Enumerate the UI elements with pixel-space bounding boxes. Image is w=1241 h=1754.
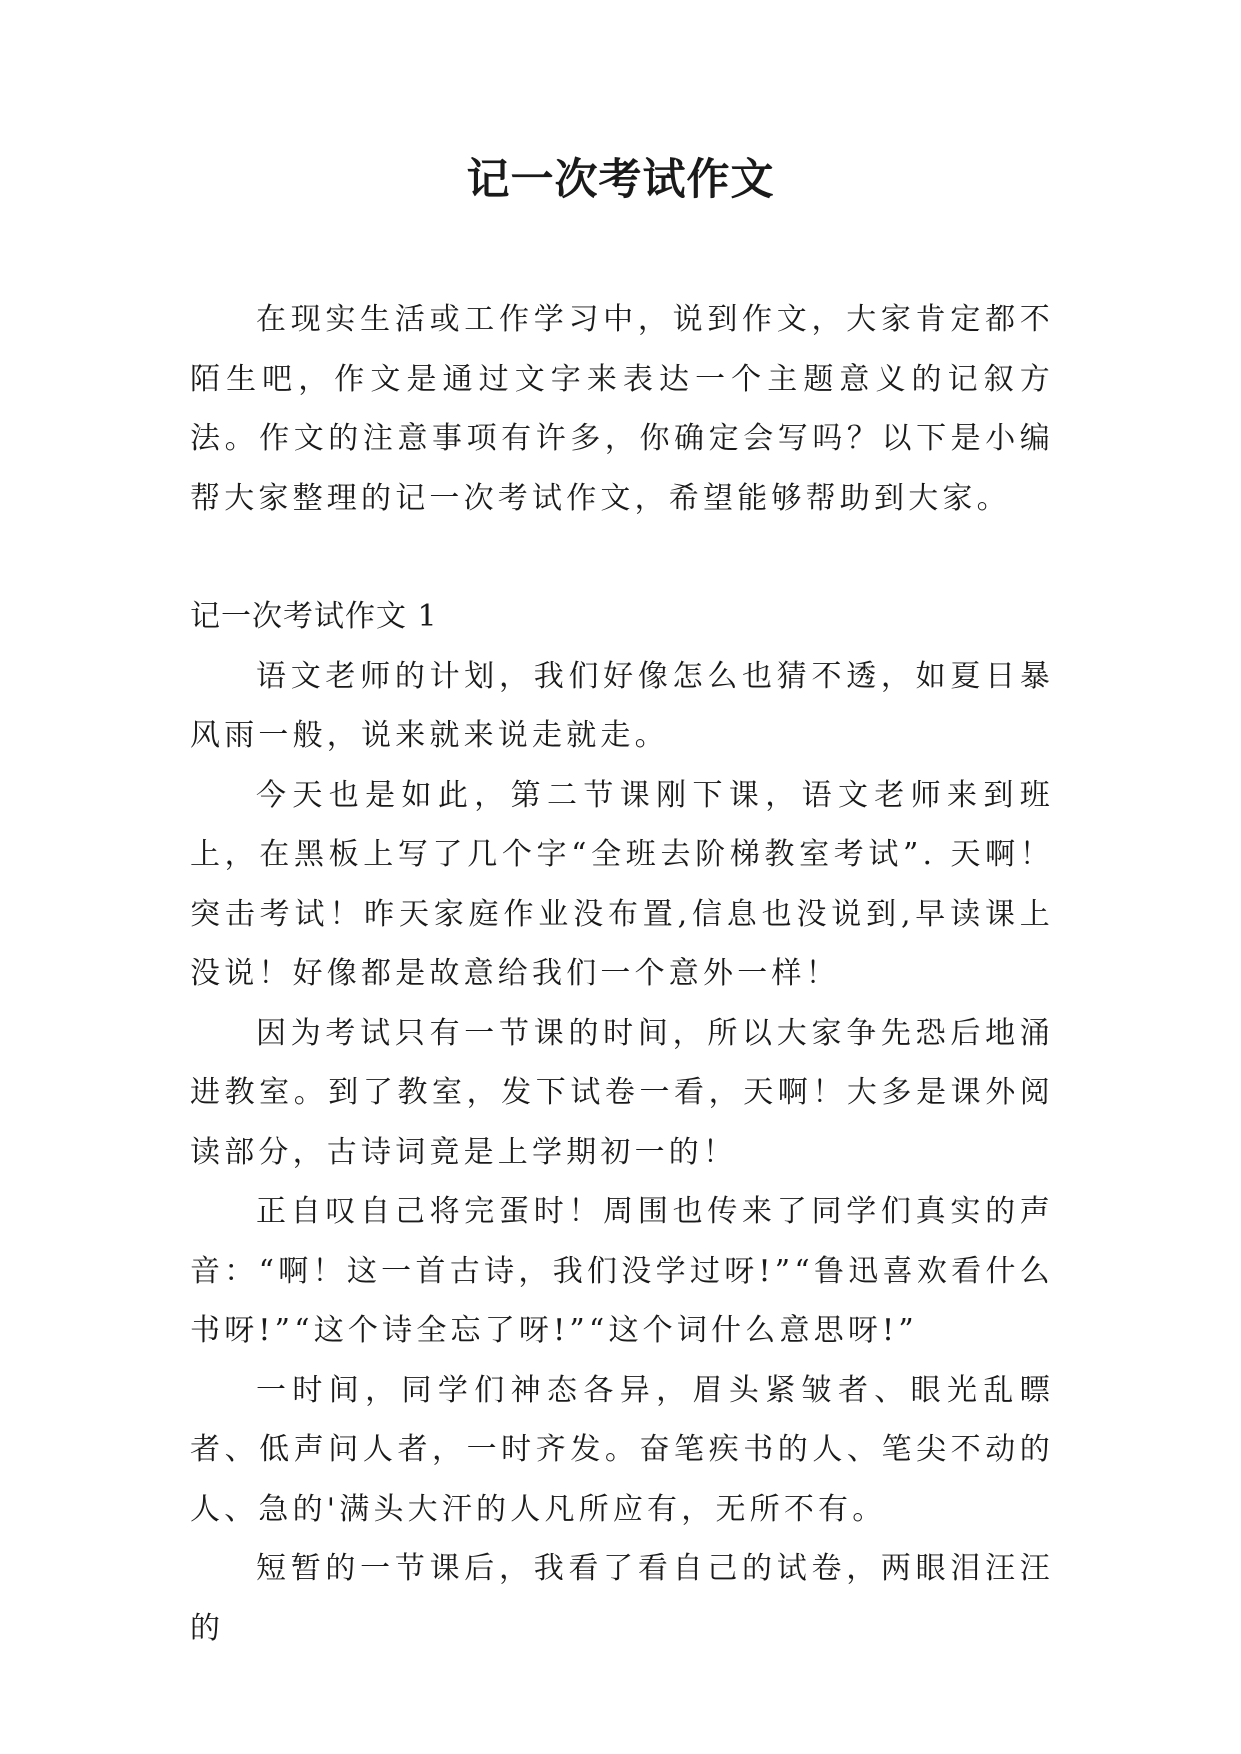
body-paragraph: 一时间，同学们神态各异，眉头紧皱者、眼光乱瞟者、低声问人者，一时齐发。奋笔疾书的人、笔尖不动的人、急的'满头大汗的人凡所应有，无所不有。 (190, 1372, 1054, 1527)
body-paragraph: 因为考试只有一节课的时间，所以大家争先恐后地涌进教室。到了教室，发下试卷一看，天啊！大多是课外阅读部分，古诗词竟是上学期初一的！ (190, 1015, 1054, 1170)
body-paragraph: 短暂的一节课后，我看了看自己的试卷，两眼泪汪汪的 (190, 1551, 1054, 1646)
section-heading: 记一次考试作文 1 (190, 599, 438, 634)
body-paragraph: 正自叹自己将完蛋时！周围也传来了同学们真实的声音：“啊！这一首古诗，我们没学过呀!”“鲁迅喜欢看什么书呀!”“这个诗全忘了呀!”“这个词什么意思呀!” (190, 1194, 1054, 1348)
body-paragraph: 语文老师的计划，我们好像怎么也猜不透，如夏日暴风雨一般，说来就来说走就走。 (190, 658, 1054, 753)
document-body (190, 290, 1054, 1658)
document-title: 记一次考试作文 (466, 155, 775, 205)
body-paragraph: 今天也是如此，第二节课刚下课，语文老师来到班上，在黑板上写了几个字“全班去阶梯教室考试”. 天啊！突击考试！昨天家庭作业没布置,信息也没说到,早读课上没说！好像都是故意给我们一个意外一样！ (190, 777, 1054, 991)
intro-paragraph: 在现实生活或工作学习中，说到作文，大家肯定都不陌生吧，作文是通过文字来表达一个主题意义的记叙方法。作文的注意事项有许多，你确定会写吗？以下是小编帮大家整理的记一次考试作文，希望能够帮助到大家。 (190, 302, 1054, 516)
